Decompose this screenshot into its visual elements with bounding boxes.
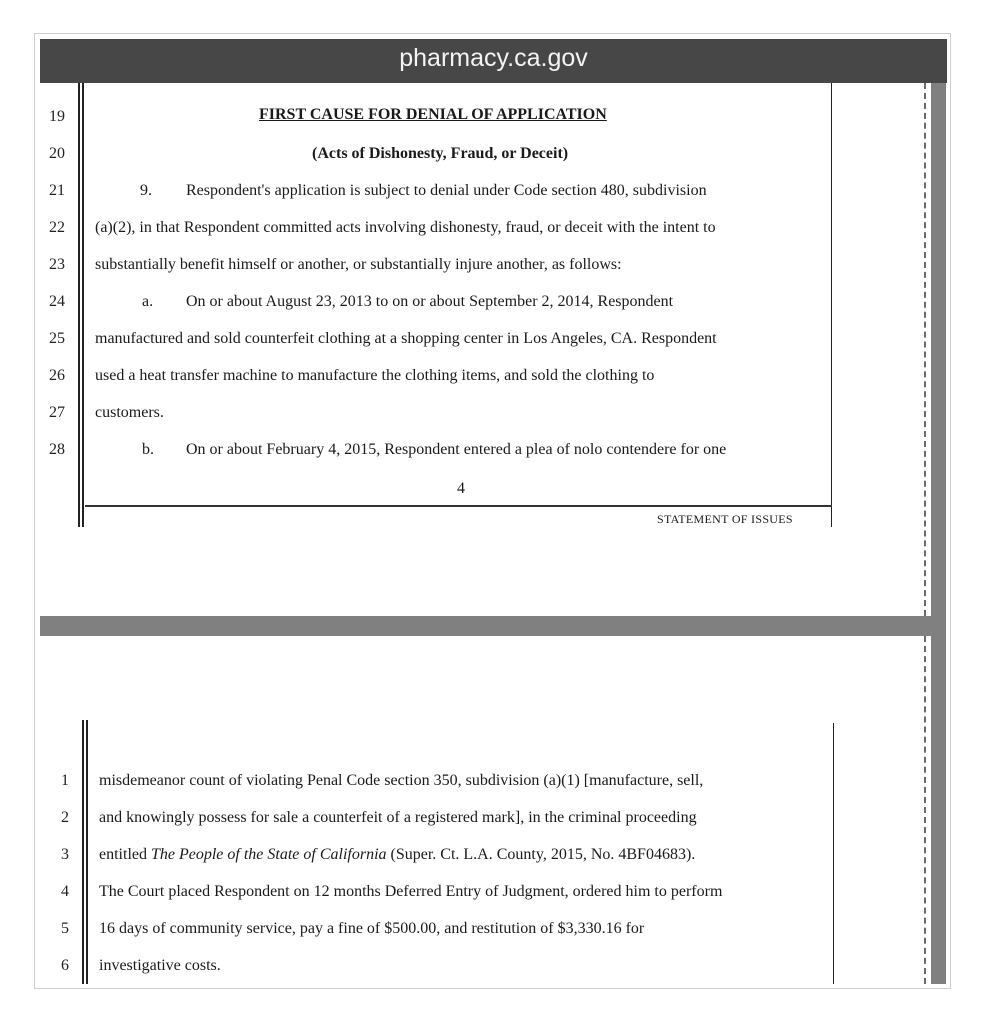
body-line: manufactured and sold counterfeit clothing at a shopping center in Los Angeles, CA. Respondent (95, 330, 717, 347)
line-number: 28 (49, 441, 65, 458)
margin-rule (86, 720, 88, 984)
line-number: 5 (61, 920, 69, 937)
page-number: 4 (457, 480, 465, 497)
line-number: 3 (61, 846, 69, 863)
body-line (99, 846, 695, 864)
case-title: The People of the State of California (150, 846, 387, 863)
line-number: 22 (49, 219, 65, 236)
section-heading: FIRST CAUSE FOR DENIAL OF APPLICATION (259, 106, 607, 123)
paragraph-number: 9. (140, 182, 152, 199)
site-domain: pharmacy.ca.gov (399, 44, 588, 72)
line-number: 25 (49, 330, 65, 347)
body-line: On or about February 4, 2015, Respondent entered a plea of nolo contendere for one (186, 441, 727, 458)
page-edge (924, 83, 926, 616)
line-number: 23 (49, 256, 65, 273)
text-run: entitled (99, 846, 151, 863)
margin-rule-right (831, 83, 832, 527)
section-subheading: (Acts of Dishonesty, Fraud, or Deceit) (312, 145, 569, 162)
body-line: and knowingly possess for sale a counterfeit of a registered mark], in the criminal proceeding (99, 809, 697, 826)
footer-title: STATEMENT OF ISSUES (657, 512, 793, 526)
body-line: Respondent's application is subject to denial under Code section 480, subdivision (186, 182, 707, 199)
margin-rule-right (833, 723, 834, 984)
line-number: 24 (49, 293, 65, 310)
body-line: investigative costs. (99, 957, 221, 974)
body-line: The Court placed Respondent on 12 months Deferred Entry of Judgment, ordered him to perform (99, 883, 723, 900)
text-run: (Super. Ct. L.A. County, 2015, No. 4BF04683). (386, 846, 696, 863)
line-number: 6 (61, 957, 69, 974)
line-number: 26 (49, 367, 65, 384)
paragraph-letter: b. (142, 441, 154, 458)
body-line: substantially benefit himself or another, or substantially injure another, as follows: (95, 256, 622, 273)
line-number: 4 (61, 883, 69, 900)
line-number: 20 (49, 145, 65, 162)
body-line: (a)(2), in that Respondent committed acts involving dishonesty, fraud, or deceit with the intent to (95, 219, 716, 236)
line-number: 19 (49, 108, 65, 125)
page-separator (40, 616, 931, 636)
body-line: used a heat transfer machine to manufacture the clothing items, and sold the clothing to (95, 367, 655, 384)
body-line: 16 days of community service, pay a fine of $500.00, and restitution of $3,330.16 for (99, 920, 645, 937)
line-number: 1 (61, 772, 69, 789)
body-line: customers. (95, 404, 164, 421)
line-number: 2 (61, 809, 69, 826)
line-number: 27 (49, 404, 65, 421)
body-line: On or about August 23, 2013 to on or about September 2, 2014, Respondent (186, 293, 674, 310)
body-line: misdemeanor count of violating Penal Code section 350, subdivision (a)(1) [manufacture, sell, (99, 772, 704, 789)
margin-rule (82, 720, 84, 984)
scrollbar[interactable] (931, 83, 946, 984)
page-edge (924, 636, 926, 984)
paragraph-letter: a. (142, 293, 154, 310)
line-number: 21 (49, 182, 65, 199)
margin-rule (82, 83, 84, 527)
footer-rule (85, 505, 832, 507)
url-bar[interactable] (40, 39, 947, 83)
margin-rule (78, 83, 80, 527)
